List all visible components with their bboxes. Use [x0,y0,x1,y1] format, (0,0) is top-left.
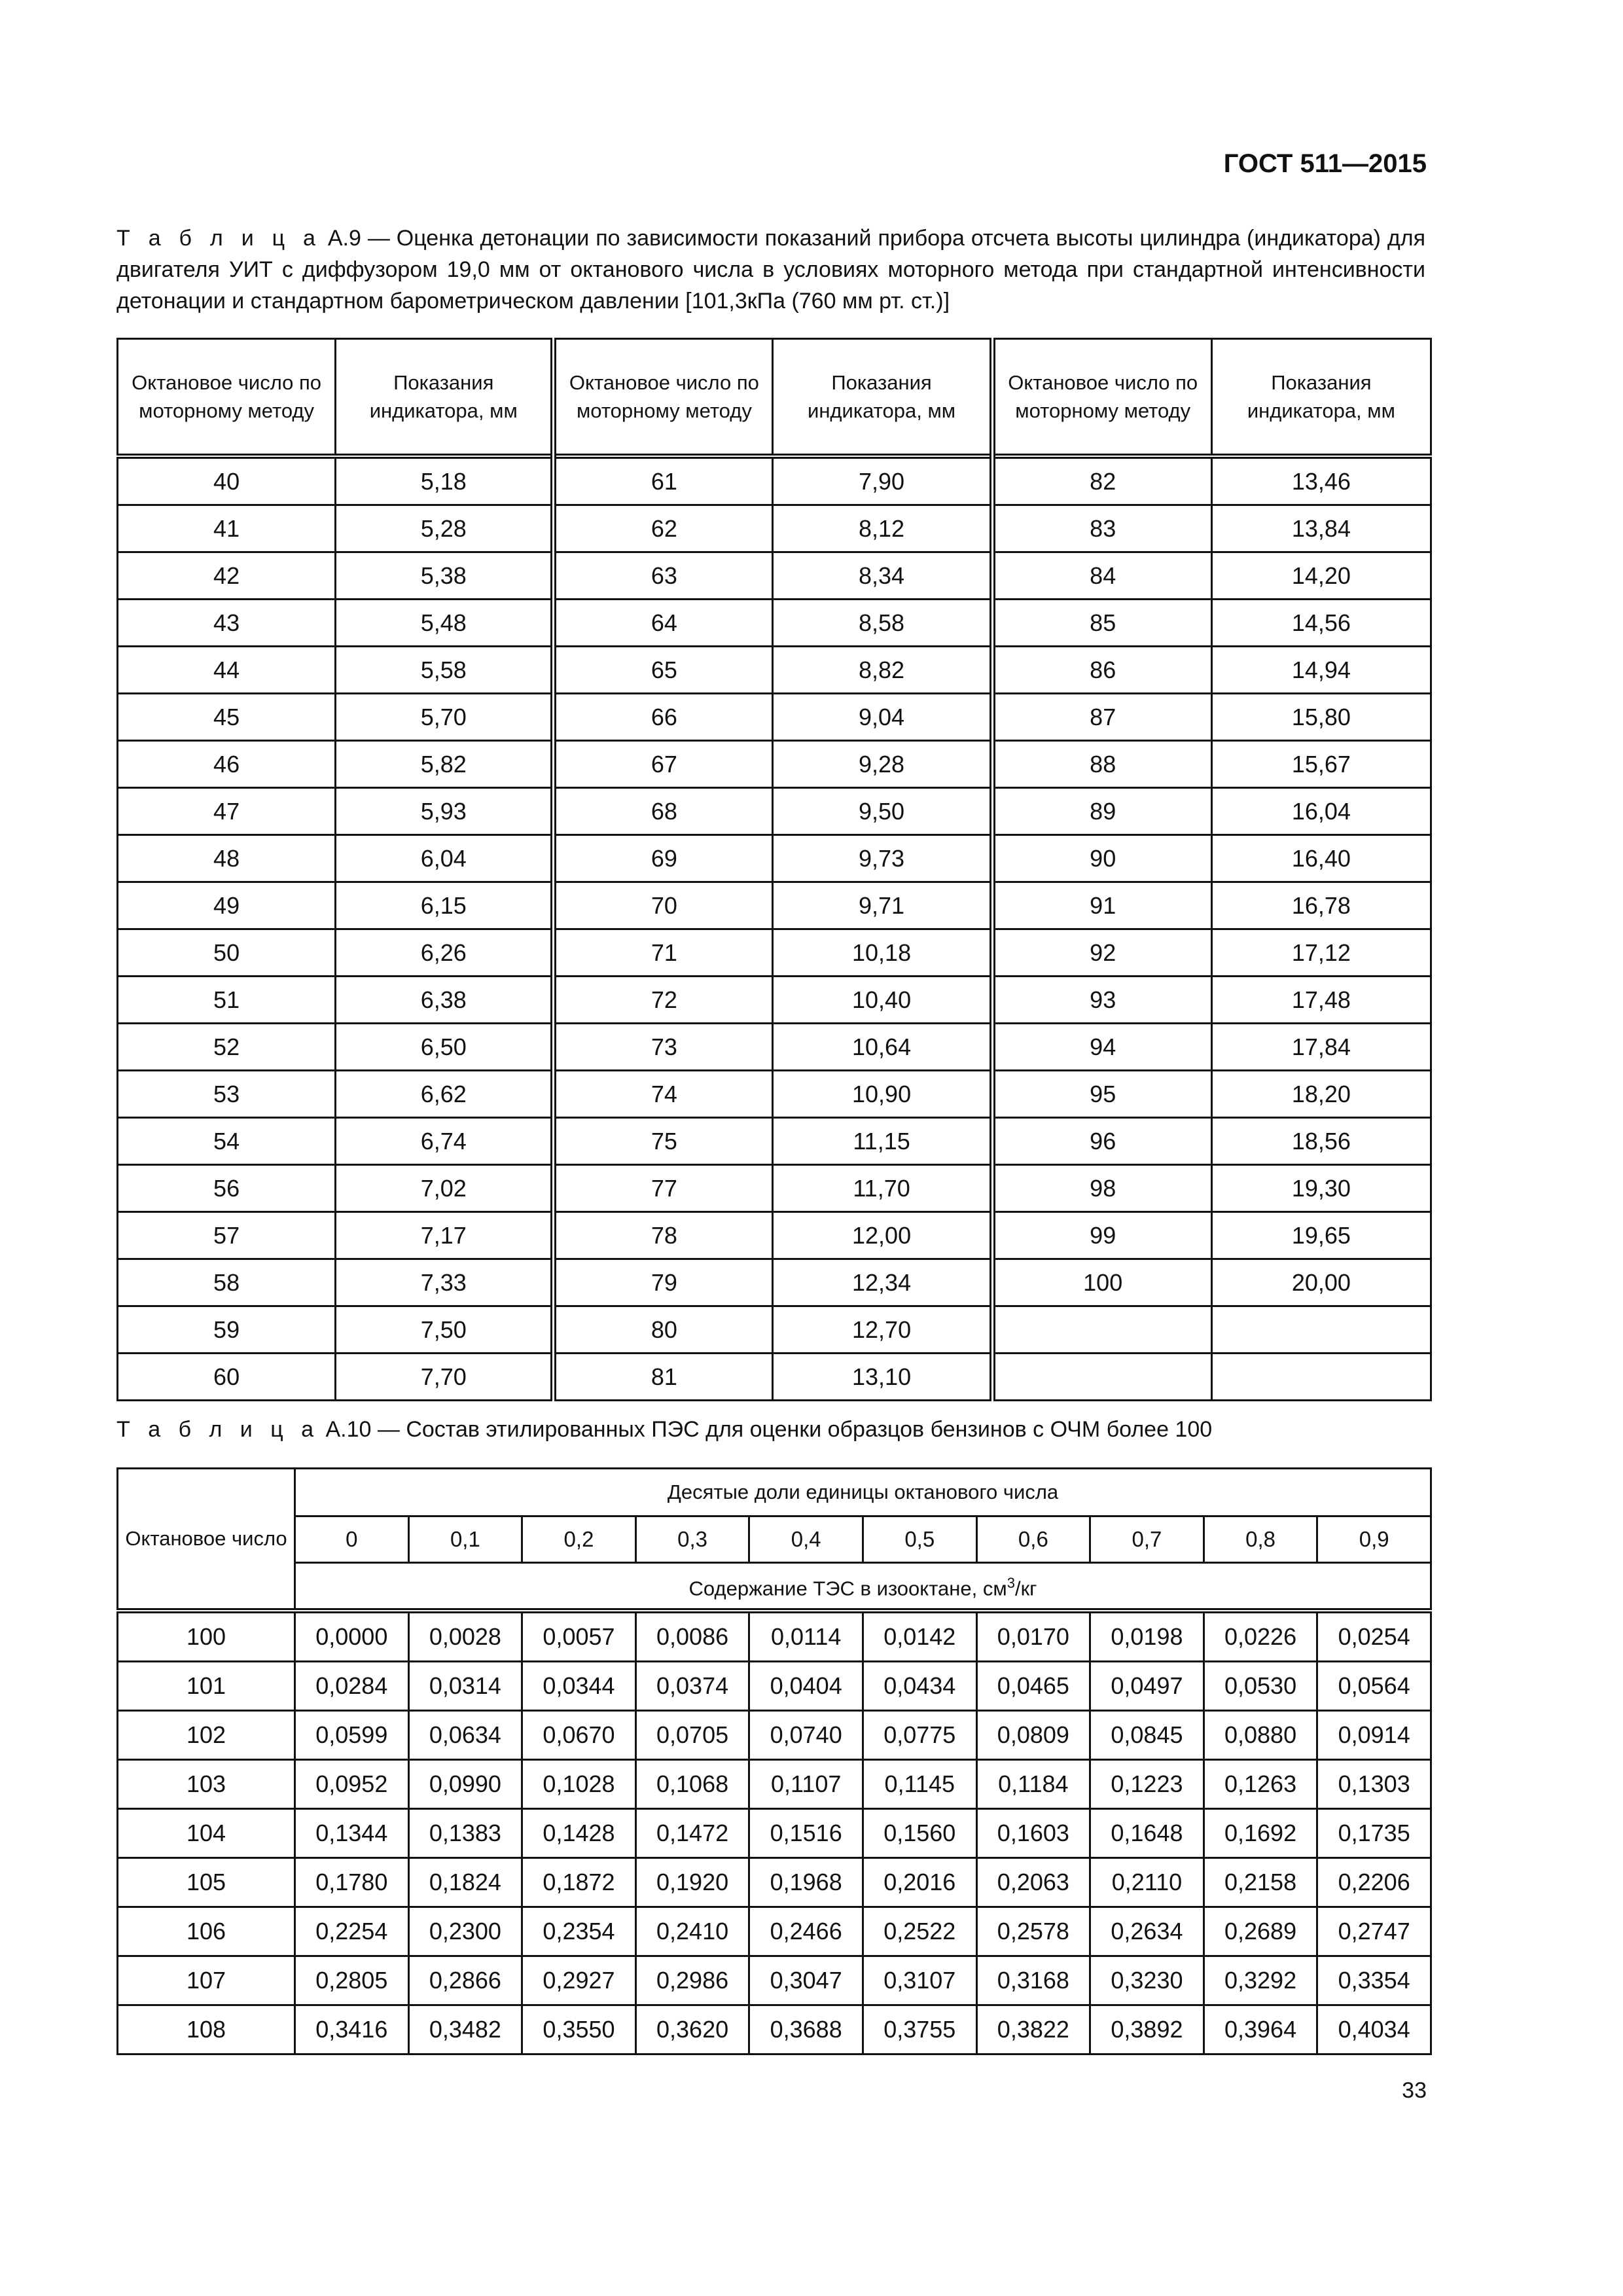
octane-cell: 99 [992,1212,1211,1259]
indicator-cell: 5,28 [336,505,554,552]
tes-content-cell: 0,0670 [522,1711,636,1760]
column-header-indicator: Показания индикатора, мм [336,339,554,457]
octane-cell: 56 [118,1165,336,1212]
octane-cell: 51 [118,977,336,1024]
tes-content-cell: 0,4034 [1317,2005,1431,2054]
octane-cell: 83 [992,505,1211,552]
indicator-cell: 16,40 [1211,835,1431,882]
table-row [118,788,1431,835]
indicator-cell: 8,12 [773,505,992,552]
tes-content-cell: 0,1184 [976,1760,1090,1809]
indicator-cell: 5,18 [336,456,554,505]
caption-text: А.9 — Оценка детонации по зависимости показаний прибора отсчета высоты цилиндра (индикатора) для двигателя УИТ с диффузором 19,0 мм от октанового числа в условиях моторного метода при стандартной интенсивности детонации и стандартном барометрическом давлении [101,3кПа (760 мм рт. ст.)] [116,226,1425,314]
octane-cell: 43 [118,600,336,647]
indicator-cell: 14,20 [1211,552,1431,600]
tes-content-cell: 0,1068 [635,1760,749,1809]
octane-cell: 81 [554,1354,773,1401]
table-a10-caption [116,1414,1425,1445]
octane-cell: 93 [992,977,1211,1024]
tes-content-cell: 0,3107 [863,1956,976,2005]
tes-content-cell: 0,1472 [635,1809,749,1858]
indicator-cell: 6,15 [336,882,554,929]
tes-content-cell: 0,1263 [1204,1760,1317,1809]
octane-cell [992,1306,1211,1354]
octane-cell: 57 [118,1212,336,1259]
tes-content-cell: 0,0226 [1204,1611,1317,1662]
column-header-content [295,1563,1431,1611]
tes-content-cell: 0,2110 [1090,1858,1204,1907]
octane-cell: 72 [554,977,773,1024]
octane-cell: 47 [118,788,336,835]
indicator-cell: 10,64 [773,1024,992,1071]
indicator-cell: 10,90 [773,1071,992,1118]
octane-cell: 66 [554,694,773,741]
octane-cell: 90 [992,835,1211,882]
tes-content-cell: 0,1872 [522,1858,636,1907]
tes-content-cell: 0,2747 [1317,1907,1431,1956]
table-row [118,929,1431,977]
octane-cell: 62 [554,505,773,552]
indicator-cell: 6,26 [336,929,554,977]
indicator-cell: 10,40 [773,977,992,1024]
column-header-tenth: 0,4 [749,1516,863,1563]
octane-cell: 87 [992,694,1211,741]
octane-cell: 70 [554,882,773,929]
octane-cell: 75 [554,1118,773,1165]
tes-content-cell: 0,2300 [408,1907,522,1956]
indicator-cell: 5,70 [336,694,554,741]
table-row [118,647,1431,694]
column-header-tenth: 0,1 [408,1516,522,1563]
octane-cell: 60 [118,1354,336,1401]
indicator-cell: 11,15 [773,1118,992,1165]
octane-cell: 95 [992,1071,1211,1118]
content-header-superscript: 3 [1007,1574,1015,1591]
tes-content-cell: 0,0142 [863,1611,976,1662]
tes-content-cell: 0,0000 [295,1611,409,1662]
tes-content-cell: 0,2522 [863,1907,976,1956]
table-header-row [118,1563,1431,1611]
tes-content-cell: 0,0530 [1204,1662,1317,1711]
column-header-indicator: Показания индикатора, мм [773,339,992,457]
indicator-cell: 6,38 [336,977,554,1024]
indicator-cell: 7,90 [773,456,992,505]
tes-content-cell: 0,3620 [635,2005,749,2054]
tes-content-cell: 0,1107 [749,1760,863,1809]
octane-cell: 86 [992,647,1211,694]
indicator-cell: 12,70 [773,1306,992,1354]
tes-content-cell: 0,0914 [1317,1711,1431,1760]
table-row [118,456,1431,505]
table-row [118,1165,1431,1212]
indicator-cell [1211,1306,1431,1354]
indicator-cell: 5,58 [336,647,554,694]
table-label: Т а б л и ц а [116,1417,320,1442]
octane-cell: 104 [118,1809,295,1858]
tes-content-cell: 0,3047 [749,1956,863,2005]
indicator-cell: 9,73 [773,835,992,882]
column-header-tenth: 0,8 [1204,1516,1317,1563]
tes-content-cell: 0,3354 [1317,1956,1431,2005]
indicator-cell: 5,38 [336,552,554,600]
octane-cell: 94 [992,1024,1211,1071]
indicator-cell: 17,48 [1211,977,1431,1024]
table-header-row [118,339,1431,457]
tes-content-cell: 0,1824 [408,1858,522,1907]
table-row [118,1611,1431,1662]
tes-content-cell: 0,2578 [976,1907,1090,1956]
tes-content-cell: 0,0952 [295,1760,409,1809]
tes-content-cell: 0,1692 [1204,1809,1317,1858]
indicator-cell: 19,65 [1211,1212,1431,1259]
tes-content-cell: 0,1223 [1090,1760,1204,1809]
octane-cell: 52 [118,1024,336,1071]
tes-content-cell: 0,0198 [1090,1611,1204,1662]
tes-content-cell: 0,0170 [976,1611,1090,1662]
indicator-cell: 9,50 [773,788,992,835]
indicator-cell: 8,58 [773,600,992,647]
indicator-cell: 11,70 [773,1165,992,1212]
tes-content-cell: 0,0254 [1317,1611,1431,1662]
table-label: Т а б л и ц а [116,226,321,251]
table-row [118,1118,1431,1165]
indicator-cell: 5,82 [336,741,554,788]
tes-content-cell: 0,2206 [1317,1858,1431,1907]
table-row [118,552,1431,600]
caption-text: А.10 — Состав этилированных ПЭС для оценки образцов бензинов с ОЧМ более 100 [319,1417,1213,1442]
indicator-cell: 13,46 [1211,456,1431,505]
octane-cell: 102 [118,1711,295,1760]
document-code: ГОСТ 511—2015 [1223,149,1427,178]
table-header-row [118,1469,1431,1516]
tes-content-cell: 0,3482 [408,2005,522,2054]
tes-content-cell: 0,0845 [1090,1711,1204,1760]
indicator-cell: 6,50 [336,1024,554,1071]
octane-cell: 107 [118,1956,295,2005]
octane-cell: 98 [992,1165,1211,1212]
tes-content-cell: 0,0705 [635,1711,749,1760]
octane-cell: 92 [992,929,1211,977]
octane-cell: 108 [118,2005,295,2054]
tes-content-cell: 0,2986 [635,1956,749,2005]
tes-content-cell: 0,1145 [863,1760,976,1809]
octane-cell: 100 [118,1611,295,1662]
tes-content-cell: 0,2689 [1204,1907,1317,1956]
octane-cell: 103 [118,1760,295,1809]
octane-cell: 71 [554,929,773,977]
tes-content-cell: 0,2805 [295,1956,409,2005]
tes-content-cell: 0,0564 [1317,1662,1431,1711]
tes-content-cell: 0,3292 [1204,1956,1317,2005]
indicator-cell: 6,62 [336,1071,554,1118]
tes-content-cell: 0,1560 [863,1809,976,1858]
column-header-tenth: 0 [295,1516,409,1563]
indicator-cell: 8,82 [773,647,992,694]
tes-content-cell: 0,0404 [749,1662,863,1711]
tes-content-cell: 0,2927 [522,1956,636,2005]
indicator-cell: 13,10 [773,1354,992,1401]
indicator-cell: 18,56 [1211,1118,1431,1165]
tes-content-cell: 0,3755 [863,2005,976,2054]
indicator-cell: 6,04 [336,835,554,882]
indicator-cell: 20,00 [1211,1259,1431,1306]
octane-cell: 58 [118,1259,336,1306]
table-row [118,505,1431,552]
table-row [118,977,1431,1024]
tes-content-cell: 0,1428 [522,1809,636,1858]
tes-content-cell: 0,1028 [522,1760,636,1809]
column-header-tenth: 0,6 [976,1516,1090,1563]
table-row [118,1858,1431,1907]
indicator-cell: 9,04 [773,694,992,741]
octane-cell: 105 [118,1858,295,1907]
octane-cell: 41 [118,505,336,552]
column-header-tenths: Десятые доли единицы октанового числа [295,1469,1431,1516]
tes-content-cell: 0,3230 [1090,1956,1204,2005]
table-row [118,1354,1431,1401]
tes-content-cell: 0,0465 [976,1662,1090,1711]
tes-content-cell: 0,0775 [863,1711,976,1760]
indicator-cell: 6,74 [336,1118,554,1165]
indicator-cell: 15,67 [1211,741,1431,788]
indicator-cell: 7,17 [336,1212,554,1259]
octane-cell: 89 [992,788,1211,835]
octane-cell [992,1354,1211,1401]
indicator-cell: 9,71 [773,882,992,929]
tes-content-cell: 0,0990 [408,1760,522,1809]
indicator-cell: 18,20 [1211,1071,1431,1118]
octane-cell: 61 [554,456,773,505]
tes-content-cell: 0,0374 [635,1662,749,1711]
tes-content-cell: 0,3964 [1204,2005,1317,2054]
tes-content-cell: 0,2016 [863,1858,976,1907]
content-header-unit: /кг [1014,1577,1037,1600]
tes-content-cell: 0,0086 [635,1611,749,1662]
tes-content-cell: 0,0434 [863,1662,976,1711]
indicator-cell: 16,04 [1211,788,1431,835]
column-header-tenth: 0,2 [522,1516,636,1563]
table-row [118,1306,1431,1354]
octane-cell: 49 [118,882,336,929]
octane-cell: 48 [118,835,336,882]
table-row [118,1760,1431,1809]
tes-content-cell: 0,1735 [1317,1809,1431,1858]
tes-content-cell: 0,0497 [1090,1662,1204,1711]
table-row [118,2005,1431,2054]
tes-content-cell: 0,1344 [295,1809,409,1858]
indicator-cell: 12,00 [773,1212,992,1259]
column-header-indicator: Показания индикатора, мм [1211,339,1431,457]
column-header-tenth: 0,5 [863,1516,976,1563]
tes-content-cell: 0,2063 [976,1858,1090,1907]
tes-content-cell: 0,0284 [295,1662,409,1711]
octane-cell: 59 [118,1306,336,1354]
tes-content-cell: 0,1516 [749,1809,863,1858]
tes-content-cell: 0,3688 [749,2005,863,2054]
tes-content-cell: 0,1603 [976,1809,1090,1858]
tes-content-cell: 0,2466 [749,1907,863,1956]
octane-cell: 85 [992,600,1211,647]
column-header-octane: Октановое число по моторному методу [554,339,773,457]
octane-cell: 65 [554,647,773,694]
indicator-cell: 8,34 [773,552,992,600]
tes-content-cell: 0,0344 [522,1662,636,1711]
octane-cell: 73 [554,1024,773,1071]
tes-content-cell: 0,2254 [295,1907,409,1956]
indicator-cell: 16,78 [1211,882,1431,929]
tes-content-cell: 0,0314 [408,1662,522,1711]
octane-cell: 84 [992,552,1211,600]
table-row [118,1956,1431,2005]
indicator-cell: 7,33 [336,1259,554,1306]
table-row [118,1711,1431,1760]
tes-content-cell: 0,1920 [635,1858,749,1907]
tes-content-cell: 0,0634 [408,1711,522,1760]
tes-content-cell: 0,0599 [295,1711,409,1760]
octane-cell: 54 [118,1118,336,1165]
indicator-cell: 12,34 [773,1259,992,1306]
table-row [118,882,1431,929]
table-row [118,741,1431,788]
column-header-tenth: 0,9 [1317,1516,1431,1563]
indicator-cell: 7,50 [336,1306,554,1354]
octane-cell: 63 [554,552,773,600]
octane-cell: 40 [118,456,336,505]
octane-cell: 69 [554,835,773,882]
table-row [118,1071,1431,1118]
indicator-cell: 7,70 [336,1354,554,1401]
indicator-cell: 9,28 [773,741,992,788]
octane-cell: 42 [118,552,336,600]
octane-cell: 100 [992,1259,1211,1306]
tes-content-cell: 0,2354 [522,1907,636,1956]
indicator-cell: 19,30 [1211,1165,1431,1212]
tes-content-cell: 0,0114 [749,1611,863,1662]
indicator-cell: 5,93 [336,788,554,835]
tes-content-cell: 0,1648 [1090,1809,1204,1858]
octane-cell: 80 [554,1306,773,1354]
tes-content-cell: 0,1303 [1317,1760,1431,1809]
indicator-cell: 17,12 [1211,929,1431,977]
table-row [118,1662,1431,1711]
octane-cell: 68 [554,788,773,835]
indicator-cell: 17,84 [1211,1024,1431,1071]
table-a9 [116,338,1432,1401]
column-header-tenth: 0,7 [1090,1516,1204,1563]
column-header-octane: Октановое число [118,1469,295,1611]
tes-content-cell: 0,0880 [1204,1711,1317,1760]
octane-cell: 46 [118,741,336,788]
tes-content-cell: 0,0809 [976,1711,1090,1760]
octane-cell: 77 [554,1165,773,1212]
octane-cell: 106 [118,1907,295,1956]
content-header-text: Содержание ТЭС в изооктане, см [688,1577,1007,1600]
tes-content-cell: 0,1968 [749,1858,863,1907]
indicator-cell: 15,80 [1211,694,1431,741]
column-header-octane: Октановое число по моторному методу [118,339,336,457]
indicator-cell: 14,56 [1211,600,1431,647]
octane-cell: 74 [554,1071,773,1118]
octane-cell: 101 [118,1662,295,1711]
page-number: 33 [1402,2078,1427,2103]
table-row [118,1907,1431,1956]
column-header-tenth: 0,3 [635,1516,749,1563]
table-a9-caption [116,223,1425,317]
tes-content-cell: 0,2634 [1090,1907,1204,1956]
table-row [118,694,1431,741]
octane-cell: 96 [992,1118,1211,1165]
tes-content-cell: 0,3822 [976,2005,1090,2054]
indicator-cell [1211,1354,1431,1401]
indicator-cell: 14,94 [1211,647,1431,694]
indicator-cell: 5,48 [336,600,554,647]
octane-cell: 44 [118,647,336,694]
tes-content-cell: 0,0740 [749,1711,863,1760]
table-row [118,1259,1431,1306]
tes-content-cell: 0,0028 [408,1611,522,1662]
column-header-octane: Октановое число по моторному методу [992,339,1211,457]
octane-cell: 67 [554,741,773,788]
table-row [118,1024,1431,1071]
table-row [118,1809,1431,1858]
tes-content-cell: 0,3550 [522,2005,636,2054]
table-header-row [118,1516,1431,1563]
tes-content-cell: 0,0057 [522,1611,636,1662]
tes-content-cell: 0,3416 [295,2005,409,2054]
tes-content-cell: 0,1383 [408,1809,522,1858]
octane-cell: 45 [118,694,336,741]
indicator-cell: 13,84 [1211,505,1431,552]
table-row [118,600,1431,647]
octane-cell: 64 [554,600,773,647]
indicator-cell: 10,18 [773,929,992,977]
tes-content-cell: 0,3168 [976,1956,1090,2005]
octane-cell: 50 [118,929,336,977]
table-row [118,835,1431,882]
octane-cell: 53 [118,1071,336,1118]
table-a10 [116,1467,1432,2055]
table-row [118,1212,1431,1259]
octane-cell: 82 [992,456,1211,505]
indicator-cell: 7,02 [336,1165,554,1212]
tes-content-cell: 0,2410 [635,1907,749,1956]
tes-content-cell: 0,2158 [1204,1858,1317,1907]
tes-content-cell: 0,3892 [1090,2005,1204,2054]
octane-cell: 88 [992,741,1211,788]
octane-cell: 91 [992,882,1211,929]
tes-content-cell: 0,2866 [408,1956,522,2005]
tes-content-cell: 0,1780 [295,1858,409,1907]
octane-cell: 78 [554,1212,773,1259]
octane-cell: 79 [554,1259,773,1306]
